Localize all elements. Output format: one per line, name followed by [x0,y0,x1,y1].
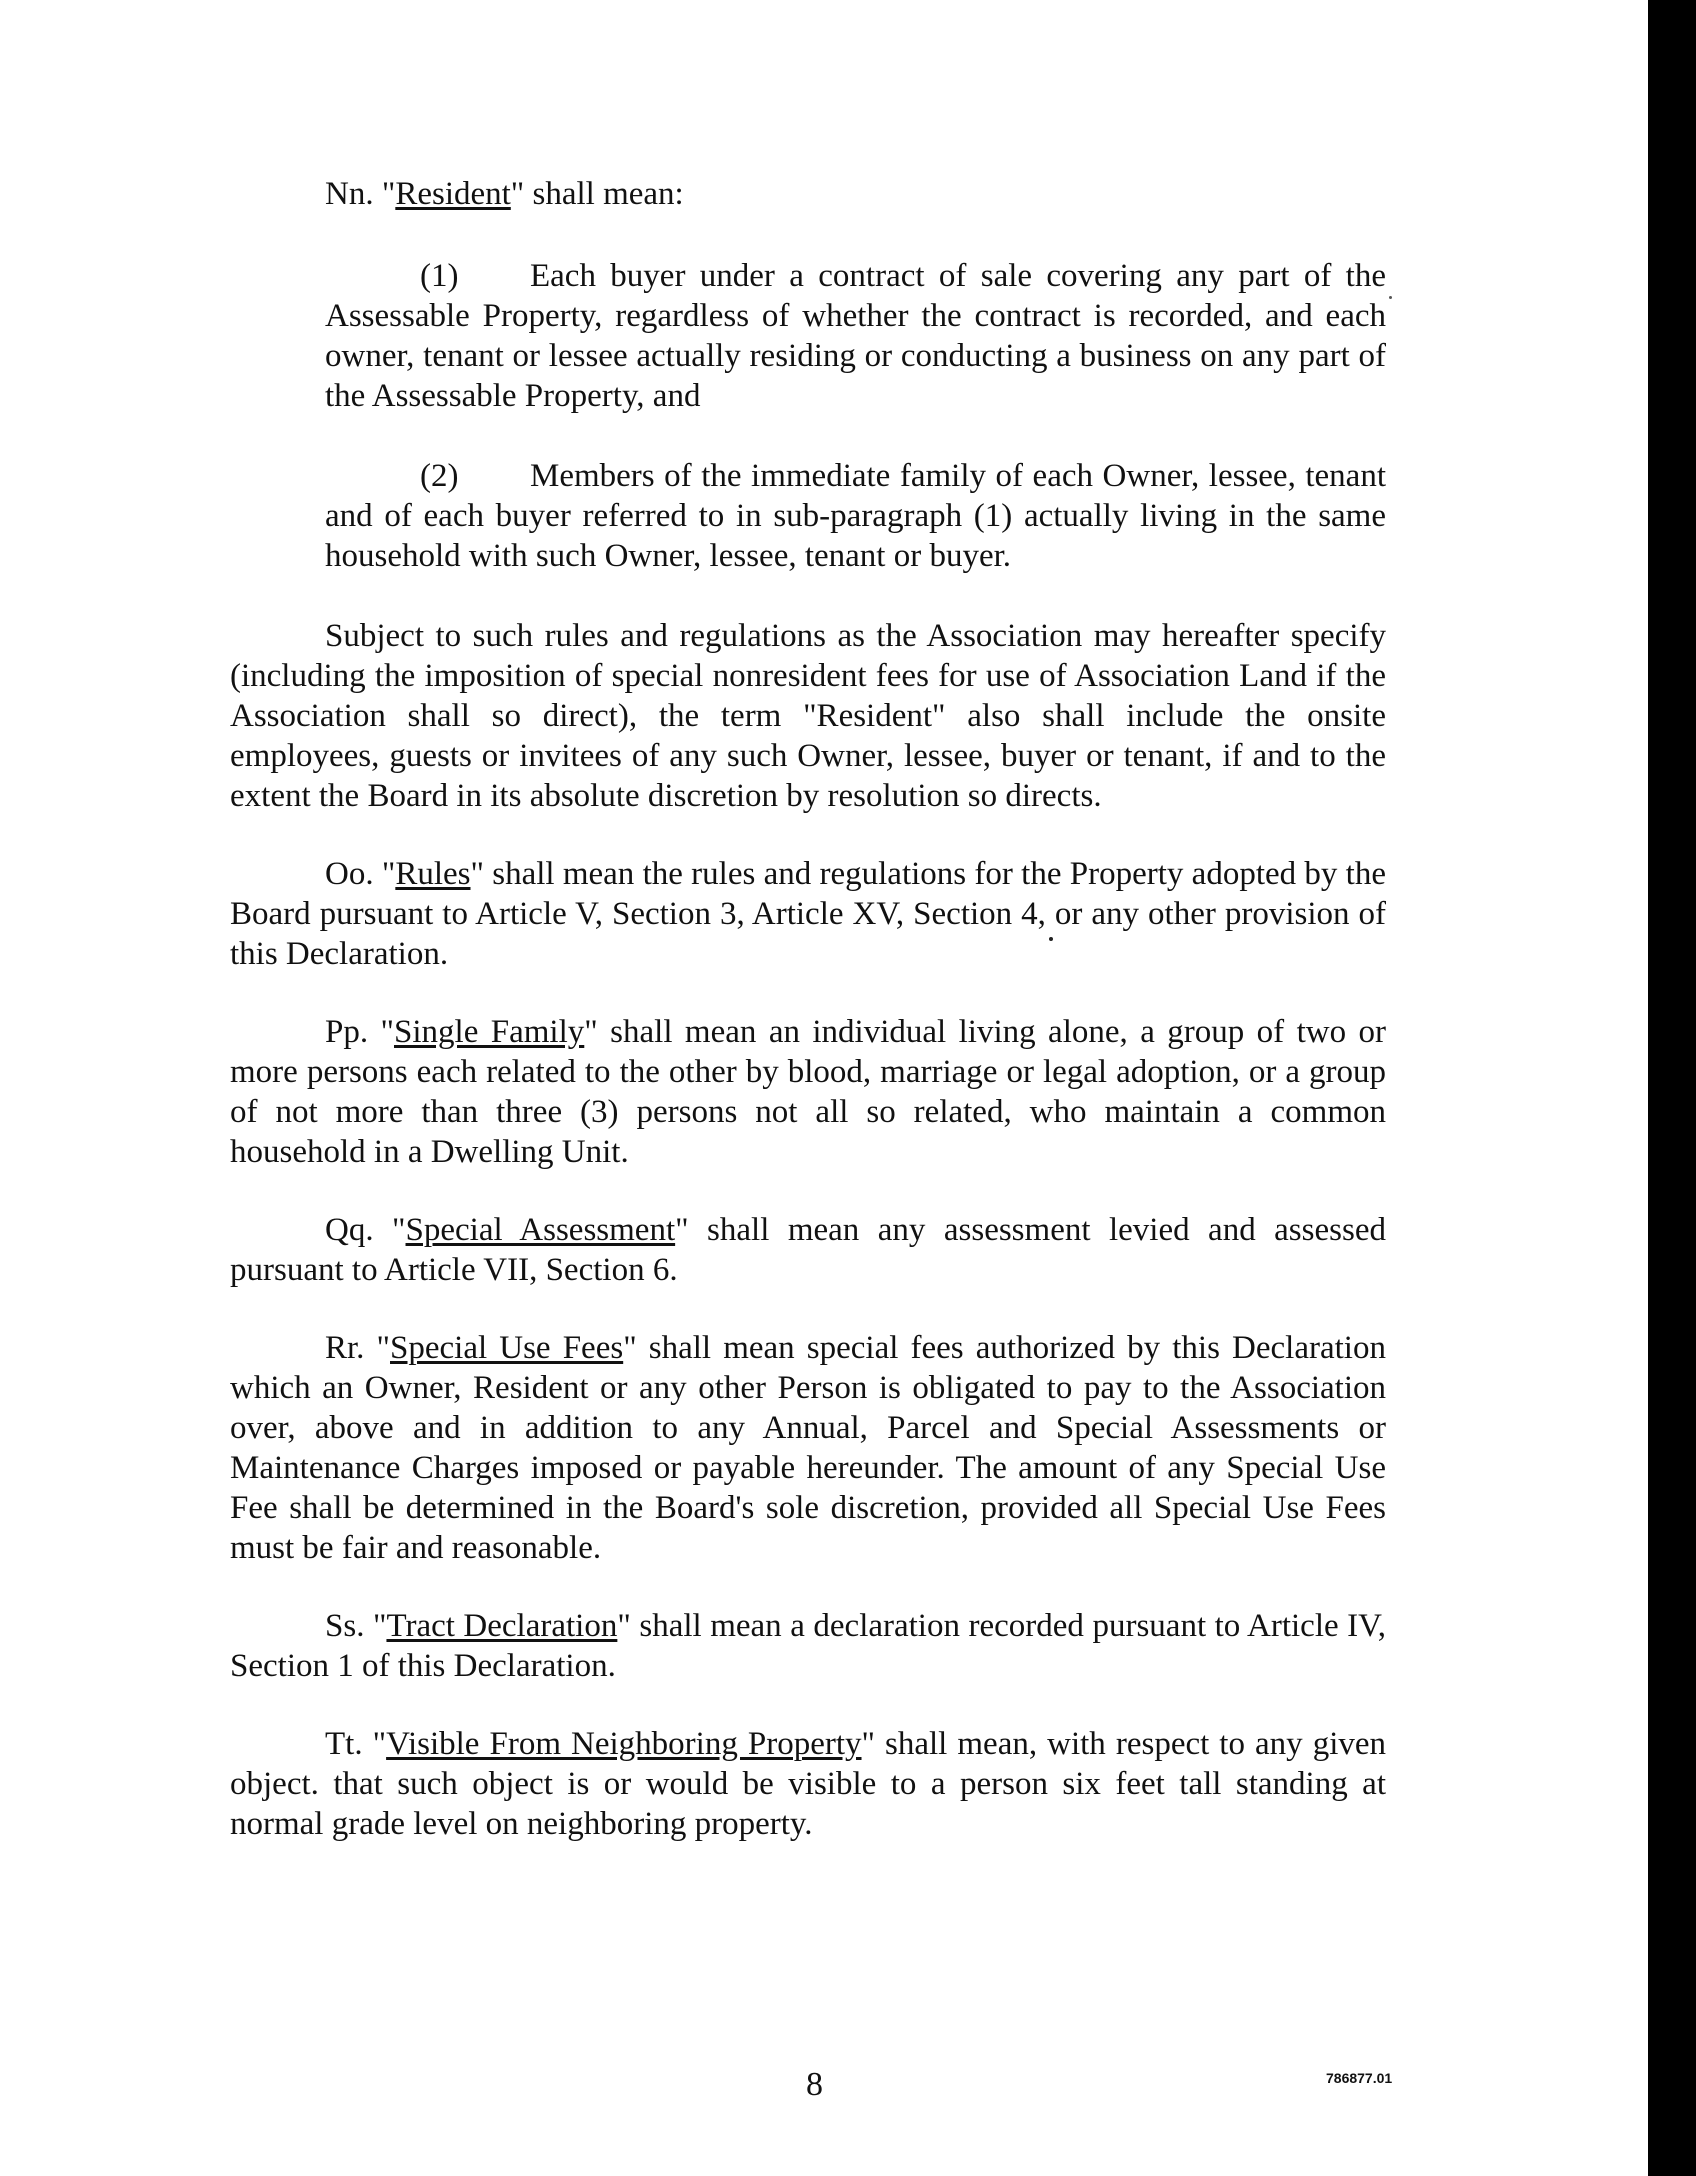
defined-term: Tract Declaration [386,1608,618,1644]
definition-rr: Rr. "Special Use Fees" shall mean special fees authorized by this Declaration which an Owner, Resident or any other Person is obligated to pay to the Association over, above and in addition to any Annual, Parcel and Special Assessments or Maintenance Charges imposed or payable hereunder. The amount of any Special Use Fee shall be determined in the Board's sole discretion, provided all Special Use Fees must be fair and reasonable. [230,1330,1386,1566]
defined-term: Visible From Neighboring Property [386,1726,862,1762]
item-number: (2) [420,458,459,494]
defined-term: Single Family [394,1014,585,1050]
definition-nn-item-2: (2) Members of the immediate family of each Owner, lessee, tenant and of each buyer referred to in sub-paragraph (1) actually living in the same household with such Owner, lessee, tenant or buyer. [325,458,1386,574]
definition-qq: Qq. "Special Assessment" shall mean any assessment levied and assessed pursuant to Article VII, Section 6. [230,1212,1386,1288]
definition-nn-item-1: (1) Each buyer under a contract of sale covering any part of the Assessable Property, regardless of whether the contract is recorded, and each owner, tenant or lessee actually residing or conducting a business on any part of the Assessable Property, and [325,258,1386,414]
document-body [230,170,1386,1844]
definition-ss: Ss. "Tract Declaration" shall mean a declaration recorded pursuant to Article IV, Section 1 of this Declaration. [230,1608,1386,1684]
scan-edge [1648,0,1696,2176]
defined-term: Special Assessment [405,1212,676,1248]
item-number: (1) [420,258,459,294]
defined-term: Rules [395,856,471,892]
definition-pp: Pp. "Single Family" shall mean an individual living alone, a group of two or more persons each related to the other by blood, marriage or legal adoption, or a group of not more than three (3) persons not all so related, who maintain a common household in a Dwelling Unit. [230,1014,1387,1170]
definition-tt: Tt. "Visible From Neighboring Property" shall mean, with respect to any given object. that such object is or would be visible to a person six feet tall standing at normal grade level on neighboring property. [230,1726,1387,1842]
document-id: 786877.01 [1326,2070,1393,2086]
defined-term: Special Use Fees [390,1330,624,1366]
defined-term: Resident [395,176,511,212]
definition-nn-followup: Subject to such rules and regulations as the Association may hereafter specify (including the imposition of special nonresident fees for use of Association Land if the Association shall so direct), the term "Resident" also shall include the onsite employees, guests or invitees of any such Owner, lessee, buyer or tenant, if and to the extent the Board in its absolute discretion by resolution so directs. [230,618,1386,814]
page-number: 8 [806,2066,823,2103]
definition-nn: Nn. "Resident" shall mean: [325,176,684,212]
scan-speck [1389,296,1392,299]
definition-oo: Oo. "Rules" shall mean the rules and regulations for the Property adopted by the Board pursuant to Article V, Section 3, Article XV, Section 4, or any other provision of this Declaration. [230,856,1386,972]
